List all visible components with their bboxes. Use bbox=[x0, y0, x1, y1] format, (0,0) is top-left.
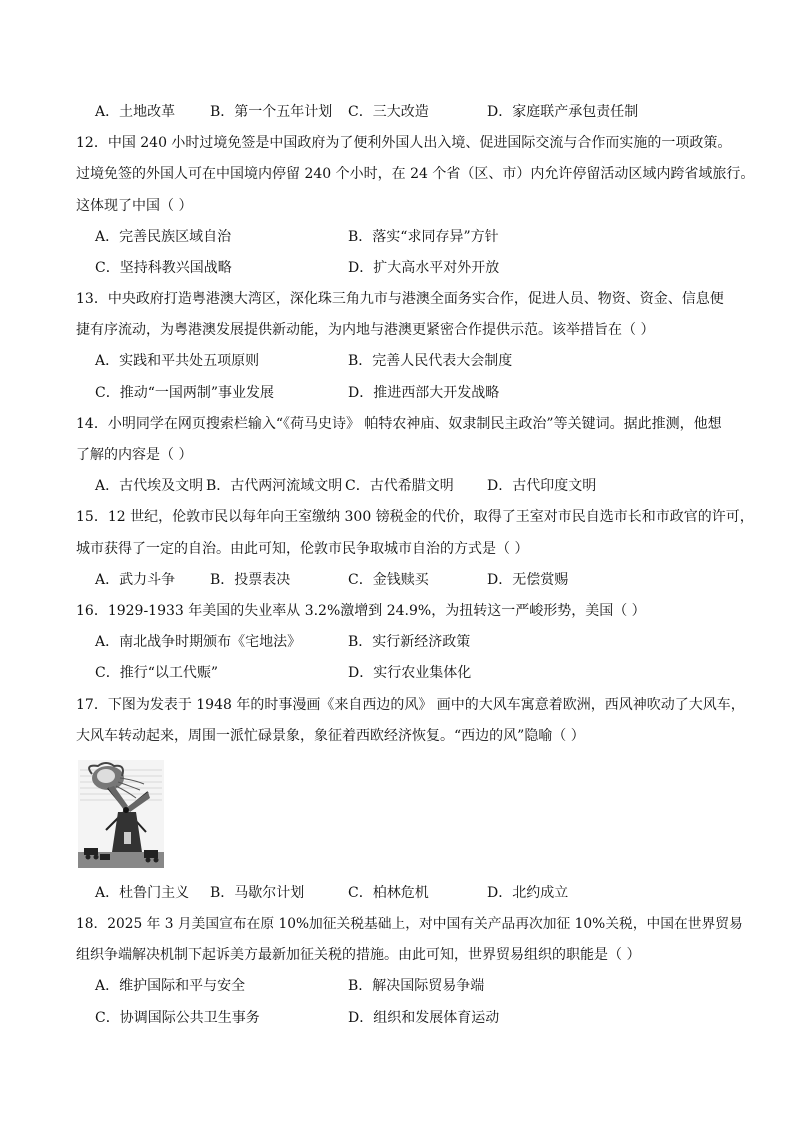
q12-option-c: C．坚持科教兴国战略 bbox=[95, 260, 232, 276]
q17-stem-line: 17．下图为发表于 1948 年的时事漫画《来自西边的风》 画中的大风车寓意着欧洲，西风神吹动了大风车， bbox=[76, 697, 745, 713]
q15-option-a: A．武力斗争 bbox=[95, 572, 176, 588]
q12-option-a: A．完善民族区域自治 bbox=[95, 229, 232, 245]
q14-stem-line: 14．小明同学在网页搜索栏输入“《荷马史诗》 帕特农神庙、奴隶制民主政治”等关键词。据此推测，他想 bbox=[76, 416, 722, 432]
q17-option-d: D．北约成立 bbox=[487, 885, 569, 901]
windmill-cartoon-image bbox=[78, 760, 164, 868]
q15-option-d: D．无偿赏赐 bbox=[487, 572, 569, 588]
q11-option-a: A．土地改革 bbox=[95, 104, 176, 120]
q12-stem-line: 过境免签的外国人可在中国境内停留 240 个小时，在 24 个省（区、市）内允许停留活动区域内跨省域旅行。 bbox=[76, 166, 755, 182]
q14-option-b: B．古代两河流域文明 bbox=[206, 478, 343, 494]
q12-option-d: D．扩大高水平对外开放 bbox=[348, 260, 500, 276]
q13-option-c: C．推动“一国两制”事业发展 bbox=[95, 385, 275, 401]
q13-option-a: A．实践和平共处五项原则 bbox=[95, 353, 260, 369]
q11-option-d: D．家庭联产承包责任制 bbox=[487, 104, 639, 120]
q14-option-a: A．古代埃及文明 bbox=[95, 478, 204, 494]
q18-stem-line: 组织争端解决机制下起诉美方最新加征关税的措施。由此可知，世界贸易组织的职能是（ ） bbox=[76, 947, 641, 963]
q18-stem-line: 18．2025 年 3 月美国宣布在原 10%加征关税基础上，对中国有关产品再次加征 10%关税，中国在世界贸易 bbox=[76, 916, 743, 932]
q15-stem-line: 城市获得了一定的自治。由此可知，伦敦市民争取城市自治的方式是（ ） bbox=[76, 541, 529, 557]
q16-option-d: D．实行农业集体化 bbox=[348, 665, 472, 681]
q12-option-b: B．落实“求同存异”方针 bbox=[348, 229, 499, 245]
q17-stem-line: 大风车转动起来，周围一派忙碌景象，象征着西欧经济恢复。“西边的风”隐喻（ ） bbox=[76, 728, 585, 744]
q11-option-c: C．三大改造 bbox=[348, 104, 429, 120]
q18-option-a: A．维护国际和平与安全 bbox=[95, 978, 246, 994]
q13-stem-line: 捷有序流动，为粤港澳发展提供新动能，为内地与港澳更紧密合作提供示范。该举措旨在（ ） bbox=[76, 322, 655, 338]
q18-option-b: B．解决国际贸易争端 bbox=[348, 978, 485, 994]
q11-option-b: B．第一个五年计划 bbox=[210, 104, 333, 120]
q13-stem-line: 13．中央政府打造粤港澳大湾区，深化珠三角九市与港澳全面务实合作，促进人员、物资、资金、信息便 bbox=[76, 291, 724, 307]
q14-option-d: D．古代印度文明 bbox=[487, 478, 597, 494]
q15-option-b: B．投票表决 bbox=[210, 572, 291, 588]
q12-stem-line: 这体现了中国（ ） bbox=[76, 198, 193, 214]
q15-option-c: C．金钱赎买 bbox=[348, 572, 429, 588]
q16-stem-line: 16．1929-1933 年美国的失业率从 3.2%激增到 24.9%，为扭转这一严峻形势，美国（ ） bbox=[76, 603, 646, 619]
q14-stem-line: 了解的内容是（ ） bbox=[76, 447, 193, 463]
q18-option-d: D．组织和发展体育运动 bbox=[348, 1010, 500, 1026]
q17-option-b: B．马歇尔计划 bbox=[210, 885, 305, 901]
q18-option-c: C．协调国际公共卫生事务 bbox=[95, 1010, 260, 1026]
q16-option-a: A．南北战争时期颁布《宅地法》 bbox=[95, 634, 302, 650]
q16-option-b: B．实行新经济政策 bbox=[348, 634, 471, 650]
q13-option-d: D．推进西部大开发战略 bbox=[348, 385, 500, 401]
q13-option-b: B．完善人民代表大会制度 bbox=[348, 353, 513, 369]
q14-option-c: C．古代希腊文明 bbox=[345, 478, 454, 494]
q17-option-a: A．杜鲁门主义 bbox=[95, 885, 190, 901]
q15-stem-line: 15．12 世纪，伦敦市民以每年向王室缴纳 300 镑税金的代价，取得了王室对市民自选市长和市政官的许可， bbox=[76, 509, 754, 525]
q12-stem-line: 12．中国 240 小时过境免签是中国政府为了便利外国人出入境、促进国际交流与合作而实施的一项政策。 bbox=[76, 135, 732, 151]
q17-option-c: C．柏林危机 bbox=[348, 885, 429, 901]
q16-option-c: C．推行“以工代赈” bbox=[95, 665, 219, 681]
